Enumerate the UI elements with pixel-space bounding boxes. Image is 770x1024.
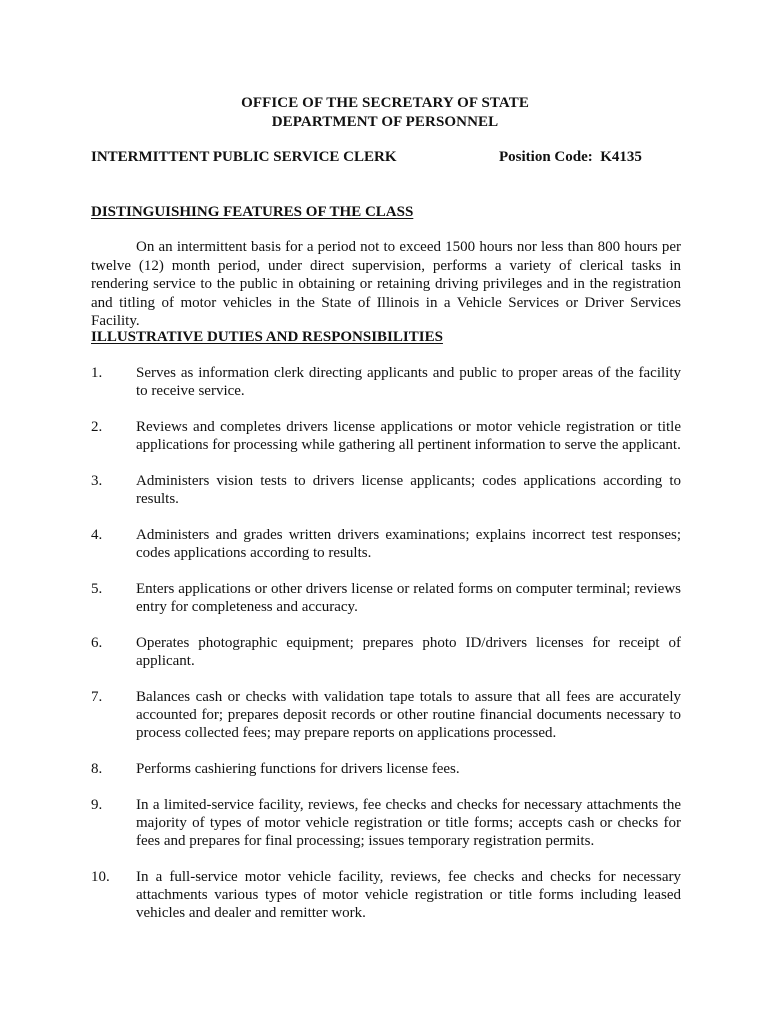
duty-text: Administers vision tests to drivers license applicants; codes applications according to results. bbox=[136, 473, 681, 507]
position-code-group bbox=[499, 148, 642, 166]
duty-item bbox=[91, 796, 681, 850]
duty-item bbox=[91, 526, 681, 562]
duty-number: 10. bbox=[91, 869, 110, 885]
position-title: INTERMITTENT PUBLIC SERVICE CLERK bbox=[91, 149, 397, 165]
position-code-label: Position Code: bbox=[499, 149, 593, 165]
duty-number: 5. bbox=[91, 581, 103, 597]
duty-text: In a full-service motor vehicle facility, reviews, fee checks and checks for necessary attachments various types of motor vehicle registration or title forms including leased vehicles and dealer and remitter work. bbox=[136, 869, 681, 921]
duty-text: Balances cash or checks with validation tape totals to assure that all fees are accurately accounted for; prepares deposit records or other routine financial documents necessary to process collected fees; may prepare reports on applications processed. bbox=[136, 689, 681, 741]
duty-text: Reviews and completes drivers license applications or motor vehicle registration or title applications for processing while gathering all pertinent information to serve the applicant. bbox=[136, 419, 681, 453]
duty-item bbox=[91, 364, 681, 400]
duty-item bbox=[91, 634, 681, 670]
duty-number: 9. bbox=[91, 797, 103, 813]
distinguishing-paragraph: On an intermittent basis for a period not to exceed 1500 hours nor less than 800 hours per twelve (12) month period, under direct supervision, performs a variety of clerical tasks in rendering service to the public in obtaining or retaining driving privileges and in the registration and titling of motor vehicles in the State of Illinois in a Vehicle Services or Driver Services Facility. bbox=[91, 239, 681, 329]
department-title: DEPARTMENT OF PERSONNEL bbox=[271, 114, 499, 130]
duty-number: 8. bbox=[91, 761, 103, 777]
duty-number: 3. bbox=[91, 473, 103, 489]
duty-item bbox=[91, 472, 681, 508]
duty-item bbox=[91, 760, 681, 778]
duty-number: 1. bbox=[91, 365, 103, 381]
position-code: K4135 bbox=[600, 149, 642, 165]
duty-number: 4. bbox=[91, 527, 103, 543]
duty-text: Enters applications or other drivers license or related forms on computer terminal; reviews entry for completeness and accuracy. bbox=[136, 581, 681, 615]
duty-number: 7. bbox=[91, 689, 103, 705]
office-title: OFFICE OF THE SECRETARY OF STATE bbox=[241, 95, 529, 111]
duties-heading: ILLUSTRATIVE DUTIES AND RESPONSIBILITIES bbox=[91, 329, 443, 345]
duty-item bbox=[91, 418, 681, 454]
duty-text: Performs cashiering functions for drivers license fees. bbox=[136, 761, 460, 777]
duty-text: Serves as information clerk directing applicants and public to proper areas of the facility to receive service. bbox=[136, 365, 681, 399]
duty-item bbox=[91, 868, 681, 922]
duty-item bbox=[91, 688, 681, 742]
duty-number: 2. bbox=[91, 419, 103, 435]
duty-text: Administers and grades written drivers examinations; explains incorrect test responses; codes applications according to results. bbox=[136, 527, 681, 561]
duty-item bbox=[91, 580, 681, 616]
distinguishing-heading: DISTINGUISHING FEATURES OF THE CLASS bbox=[91, 204, 414, 220]
duty-text: In a limited-service facility, reviews, fee checks and checks for necessary attachments the majority of types of motor vehicle registration or title forms; accepts cash or checks for fees and prepares for final processing; issues temporary registration permits. bbox=[136, 797, 681, 849]
duty-number: 6. bbox=[91, 635, 103, 651]
duty-text: Operates photographic equipment; prepares photo ID/drivers licenses for receipt of applicant. bbox=[136, 635, 681, 669]
